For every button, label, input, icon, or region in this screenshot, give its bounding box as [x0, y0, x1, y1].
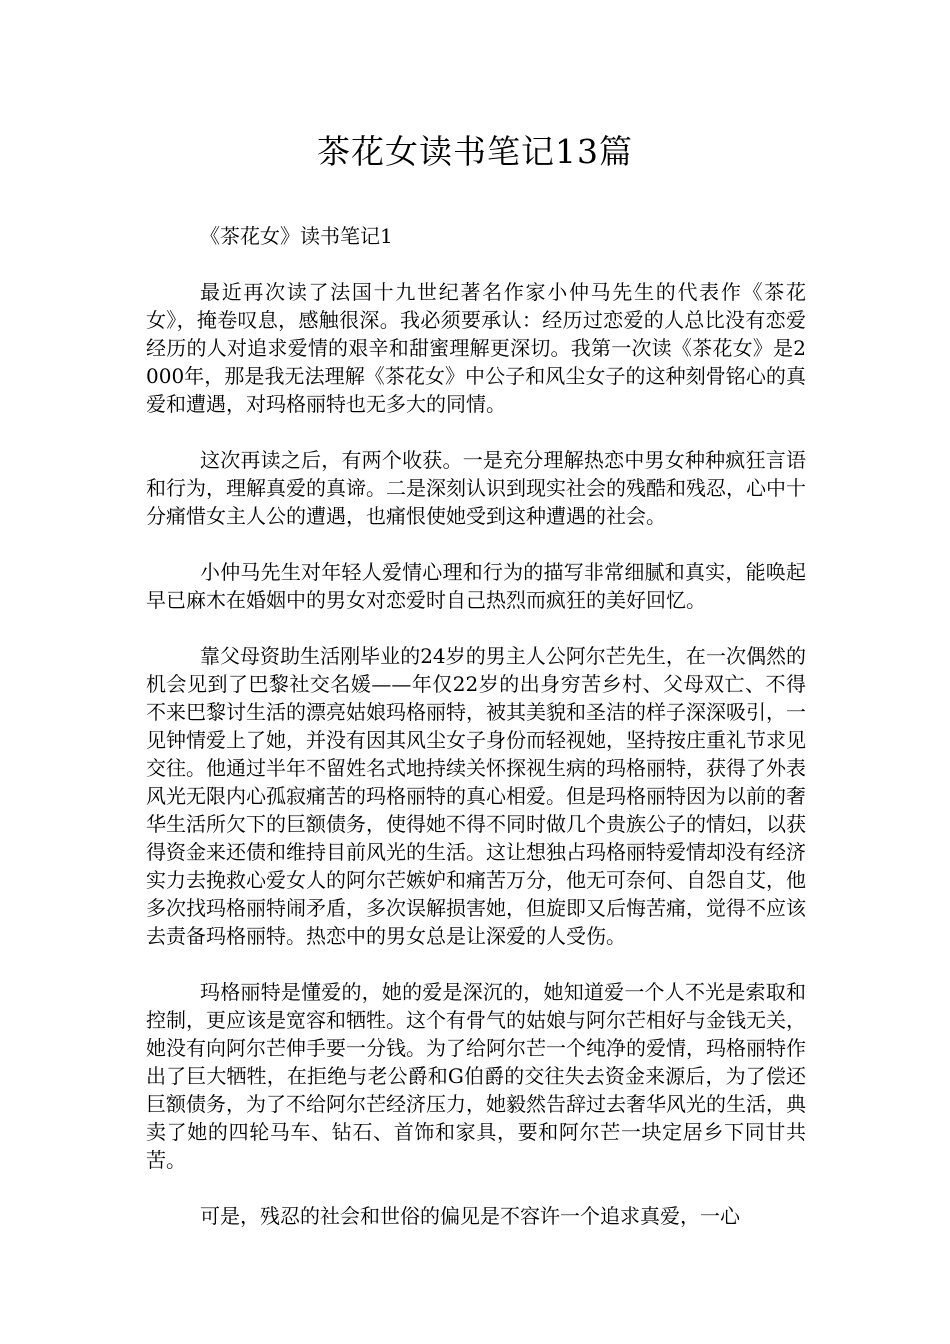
- paragraph-3: 小仲马先生对年轻人爱情心理和行为的描写非常细腻和真实，能唤起早已麻木在婚姻中的男女对恋爱时自己热烈而疯狂的美好回忆。: [146, 560, 806, 612]
- section-heading: 《茶花女》读书笔记1: [200, 224, 393, 248]
- document-title: 茶花女读书笔记13篇: [317, 132, 633, 171]
- paragraph-5: 玛格丽特是懂爱的，她的爱是深沉的，她知道爱一个人不光是索取和控制，更应该是宽容和牺牲。这个有骨气的姑娘与阿尔芒相好与金钱无关，她没有向阿尔芒伸手要一分钱。为了给阿尔芒一个纯净的爱情，玛格丽特作出了巨大牺牲，在拒绝与老公爵和G伯爵的交往失去资金来源后，为了偿还巨额债务，为了不给阿尔芒经济压力，她毅然告辞过去奢华风光的生活，典卖了她的四轮马车、钻石、首饰和家具，要和阿尔芒一块定居乡下同甘共苦。: [146, 980, 806, 1172]
- paragraph-1: 最近再次读了法国十九世纪著名作家小仲马先生的代表作《茶花女》，掩卷叹息，感触很深。我必须要承认：经历过恋爱的人总比没有恋爱经历的人对追求爱情的艰辛和甜蜜理解更深切。我第一次读《茶花女》是2000年，那是我无法理解《茶花女》中公子和风尘女子的这种刻骨铭心的真爱和遭遇，对玛格丽特也无多大的同情。: [146, 280, 806, 416]
- paragraph-6: 可是，残忍的社会和世俗的偏见是不容许一个追求真爱，一心: [200, 1204, 740, 1228]
- paragraph-2: 这次再读之后，有两个收获。一是充分理解热恋中男女种种疯狂言语和行为，理解真爱的真谛。二是深刻认识到现实社会的残酷和残忍，心中十分痛惜女主人公的遭遇，也痛恨使她受到这种遭遇的社会。: [146, 448, 806, 528]
- paragraph-4: 靠父母资助生活刚毕业的24岁的男主人公阿尔芒先生，在一次偶然的机会见到了巴黎社交名媛——年仅22岁的出身穷苦乡村、父母双亡、不得不来巴黎讨生活的漂亮姑娘玛格丽特，被其美貌和圣洁的样子深深吸引，一见钟情爱上了她，并没有因其风尘女子身份而轻视她，坚持按庄重礼节求见交往。他通过半年不留姓名式地持续关怀探视生病的玛格丽特，获得了外表风光无限内心孤寂痛苦的玛格丽特的真心相爱。但是玛格丽特因为以前的奢华生活所欠下的巨额债务，使得她不得不同时做几个贵族公子的情妇，以获得资金来还债和维持目前风光的生活。这让想独占玛格丽特爱情却没有经济实力去挽救心爱女人的阿尔芒嫉妒和痛苦万分，他无可奈何、自怨自艾，他多次找玛格丽特闹矛盾，多次误解损害她，但旋即又后悔苦痛，觉得不应该去责备玛格丽特。热恋中的男女总是让深爱的人受伤。: [146, 644, 806, 948]
- document-body: [146, 222, 806, 1230]
